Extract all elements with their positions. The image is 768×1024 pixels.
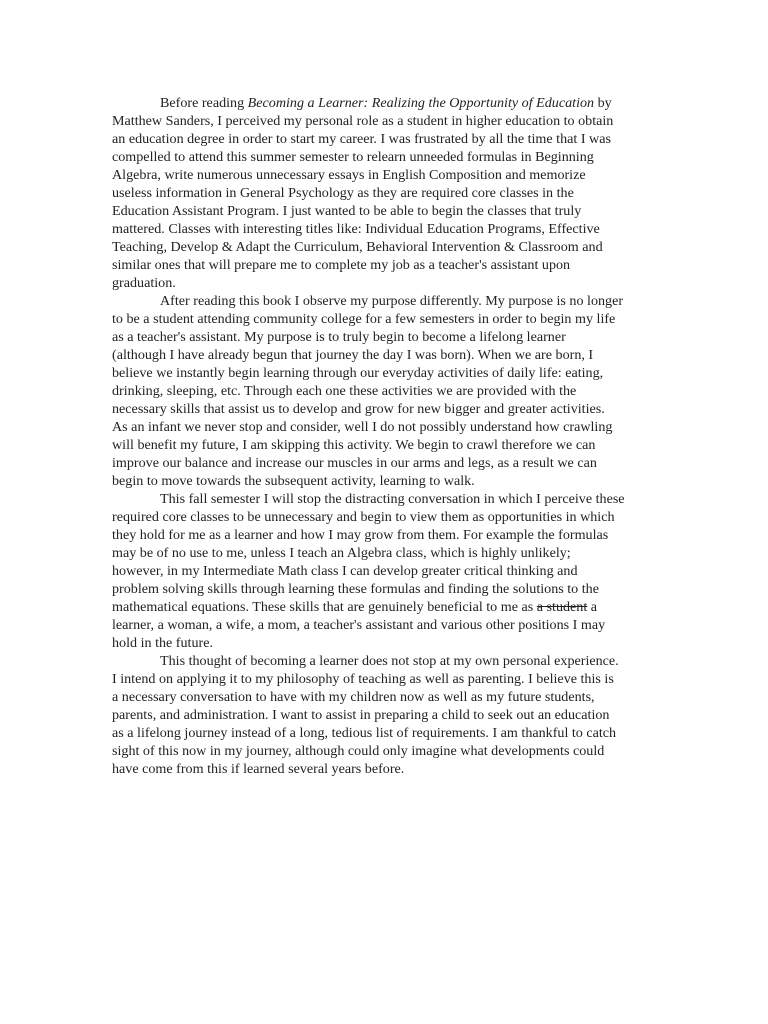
text-run: however, in my Intermediate Math class I can develop greater critical thinking and [112, 563, 578, 579]
essay-line [112, 760, 652, 778]
essay-line [112, 346, 652, 364]
text-run: as a lifelong journey instead of a long, tedious list of requirements. I am thankful to catch [112, 725, 617, 741]
essay-line [112, 508, 652, 526]
essay-line [112, 364, 652, 382]
essay-line [112, 472, 652, 490]
text-run: may be of no use to me, unless I teach an Algebra class, which is highly unlikely; [112, 545, 571, 561]
essay-line [112, 670, 652, 688]
essay-line [112, 148, 652, 166]
text-run: improve our balance and increase our muscles in our arms and legs, as a result we can [112, 455, 597, 471]
essay-line [112, 562, 652, 580]
essay-line [112, 544, 652, 562]
text-run: I intend on applying it to my philosophy of teaching as well as parenting. I believe this is [112, 671, 614, 687]
text-run: Teaching, Develop & Adapt the Curriculum, Behavioral Intervention & Classroom and [112, 239, 603, 255]
text-run: an education degree in order to start my career. I was frustrated by all the time that I was [112, 131, 611, 147]
text-run: sight of this now in my journey, although could only imagine what developments could [112, 743, 605, 759]
text-run: (although I have already begun that journey the day I was born). When we are born, I [112, 347, 594, 363]
text-run: As an infant we never stop and consider, well I do not possibly understand how crawling [112, 419, 613, 435]
essay-line [112, 652, 652, 670]
text-run: required core classes to be unnecessary and begin to view them as opportunities in which [112, 509, 615, 525]
essay-line [112, 94, 652, 112]
text-run: Matthew Sanders, I perceived my personal role as a student in higher education to obtain [112, 113, 614, 129]
text-run: Algebra, write numerous unnecessary essays in English Composition and memorize [112, 167, 586, 183]
essay-paragraph [112, 652, 652, 778]
text-run: mathematical equations. These skills that are genuinely beneficial to me as [112, 599, 537, 615]
essay-line [112, 256, 652, 274]
book-title: Becoming a Learner: Realizing the Opportunity of Education [247, 95, 595, 111]
essay-line [112, 688, 652, 706]
text-run: similar ones that will prepare me to complete my job as a teacher's assistant upon [112, 257, 571, 273]
text-run: This fall semester I will stop the distracting conversation in which I perceive these [160, 491, 625, 507]
essay-line [112, 598, 652, 616]
essay-line [112, 724, 652, 742]
text-run: learner, a woman, a wife, a mom, a teacher's assistant and various other positions I may [112, 617, 606, 633]
essay-body [112, 94, 652, 778]
essay-line [112, 238, 652, 256]
essay-paragraph [112, 490, 652, 652]
essay-line [112, 184, 652, 202]
essay-line [112, 490, 652, 508]
text-run: a necessary conversation to have with my children now as well as my future students, [112, 689, 595, 705]
essay-line [112, 112, 652, 130]
essay-line [112, 580, 652, 598]
essay-line [112, 274, 652, 292]
essay-line [112, 382, 652, 400]
text-run: have come from this if learned several years before. [112, 761, 405, 777]
text-run: drinking, sleeping, etc. Through each one these activities we are provided with the [112, 383, 577, 399]
essay-line [112, 706, 652, 724]
text-run: problem solving skills through learning these formulas and finding the solutions to the [112, 581, 599, 597]
text-run: as a teacher's assistant. My purpose is to truly begin to become a lifelong learner [112, 329, 566, 345]
text-run: graduation. [112, 275, 176, 291]
text-run: compelled to attend this summer semester to relearn unneeded formulas in Beginning [112, 149, 594, 165]
text-run: believe we instantly begin learning through our everyday activities of daily life: eating, [112, 365, 604, 381]
essay-line [112, 310, 652, 328]
text-run: Education Assistant Program. I just wanted to be able to begin the classes that truly [112, 203, 582, 219]
text-run: After reading this book I observe my purpose differently. My purpose is no longer [160, 293, 624, 309]
essay-paragraph [112, 292, 652, 490]
essay-line [112, 202, 652, 220]
essay-line [112, 742, 652, 760]
text-run: necessary skills that assist us to develop and grow for new bigger and greater activities. [112, 401, 605, 417]
text-run: by [594, 95, 612, 111]
text-run: to be a student attending community college for a few semesters in order to begin my life [112, 311, 616, 327]
essay-line [112, 130, 652, 148]
text-run: hold in the future. [112, 635, 213, 651]
text-run: useless information in General Psychology as they are required core classes in the [112, 185, 574, 201]
text-run: a [587, 599, 598, 615]
essay-line [112, 328, 652, 346]
essay-line [112, 634, 652, 652]
text-run: will benefit my future, I am skipping this activity. We begin to crawl therefore we can [112, 437, 596, 453]
essay-line [112, 166, 652, 184]
essay-line [112, 616, 652, 634]
essay-line [112, 418, 652, 436]
essay-line [112, 220, 652, 238]
text-run: mattered. Classes with interesting titles like: Individual Education Programs, Effective [112, 221, 600, 237]
struck-text: a student [536, 599, 588, 615]
text-run: Before reading [160, 95, 248, 111]
essay-line [112, 454, 652, 472]
text-run: begin to move towards the subsequent activity, learning to walk. [112, 473, 475, 489]
essay-line [112, 526, 652, 544]
essay-line [112, 292, 652, 310]
essay-line [112, 436, 652, 454]
essay-line [112, 400, 652, 418]
text-run: This thought of becoming a learner does not stop at my own personal experience. [160, 653, 619, 669]
text-run: they hold for me as a learner and how I may grow from them. For example the formulas [112, 527, 609, 543]
essay-paragraph [112, 94, 652, 292]
text-run: parents, and administration. I want to assist in preparing a child to seek out an education [112, 707, 610, 723]
